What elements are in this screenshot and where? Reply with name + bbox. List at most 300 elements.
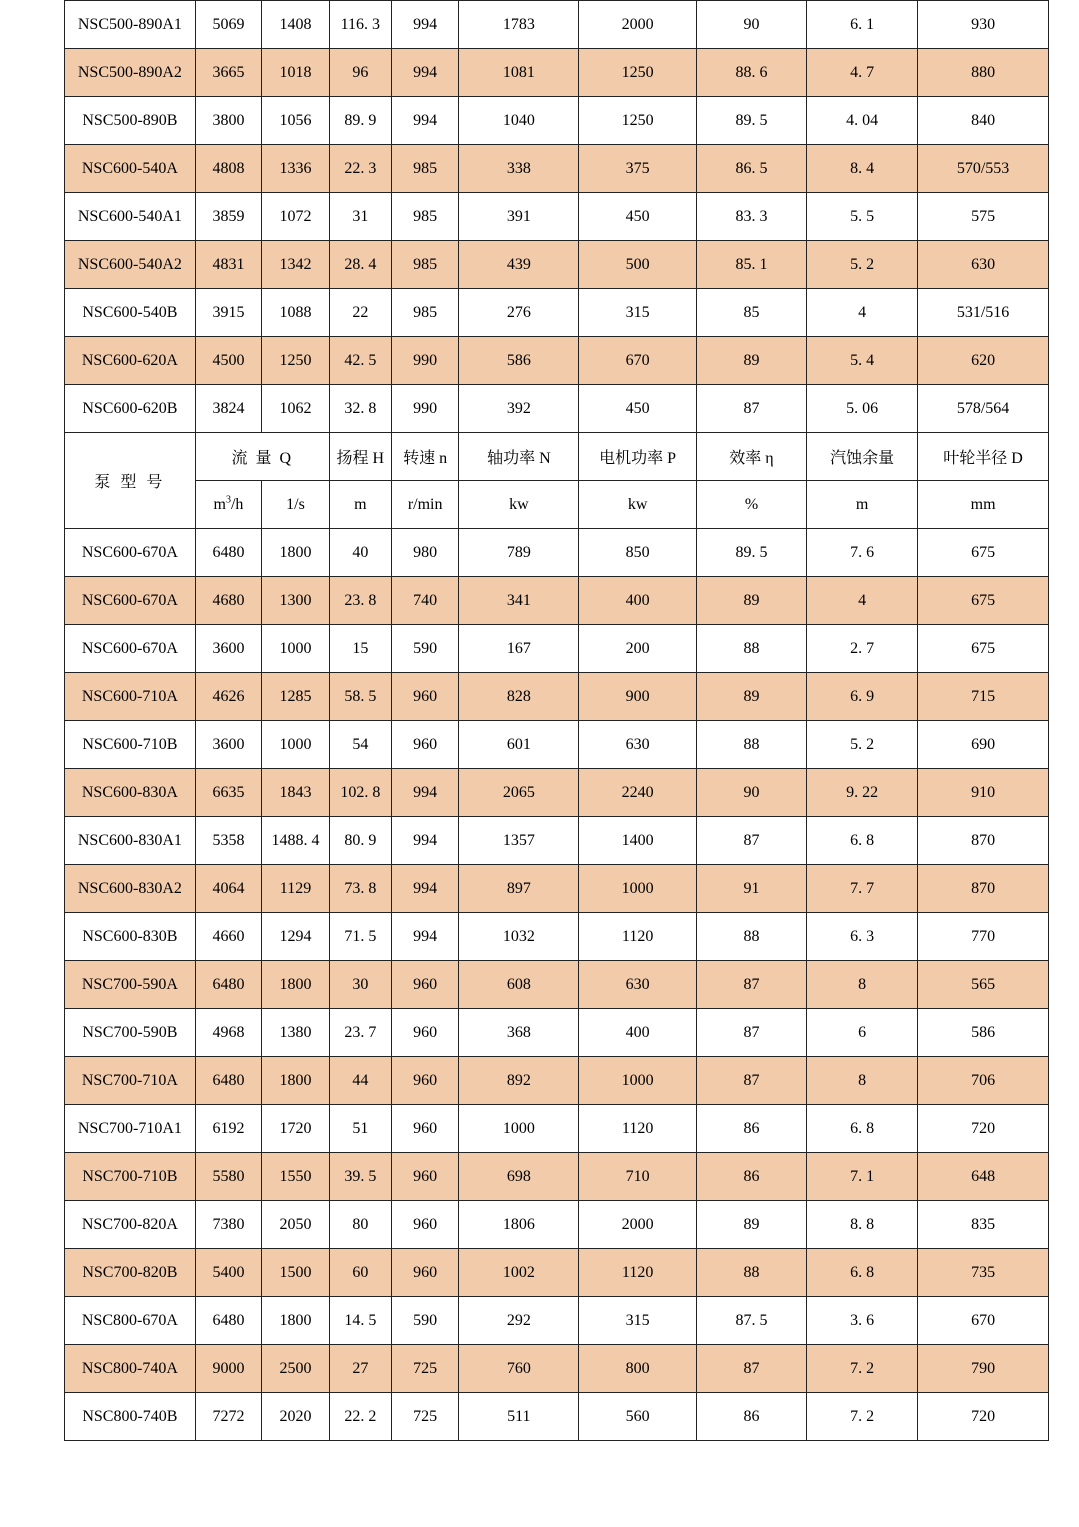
cell-motor-power: 315	[579, 289, 697, 337]
table-row	[65, 1249, 1049, 1297]
cell-pump-model: NSC600-540A2	[65, 241, 196, 289]
cell-npsh: 8. 8	[807, 1201, 918, 1249]
cell-efficiency: 89	[696, 1201, 806, 1249]
table-row	[65, 817, 1049, 865]
table-row	[65, 673, 1049, 721]
cell-npsh: 6. 8	[807, 817, 918, 865]
cell-head: 96	[329, 49, 391, 97]
cell-shaft-power: 338	[459, 145, 579, 193]
cell-impeller-radius: 715	[918, 673, 1049, 721]
cell-head: 58. 5	[329, 673, 391, 721]
cell-flow-m3h: 3600	[195, 625, 261, 673]
cell-motor-power: 500	[579, 241, 697, 289]
cell-flow-ls: 1300	[262, 577, 330, 625]
table-row	[65, 1, 1049, 49]
cell-motor-power: 630	[579, 961, 697, 1009]
unit-speed: r/min	[391, 481, 459, 529]
cell-flow-ls: 1800	[262, 961, 330, 1009]
table-body-top	[65, 1, 1049, 433]
cell-impeller-radius: 675	[918, 529, 1049, 577]
cell-shaft-power: 828	[459, 673, 579, 721]
cell-pump-model: NSC700-820A	[65, 1201, 196, 1249]
cell-npsh: 5. 06	[807, 385, 918, 433]
cell-speed: 960	[391, 1201, 459, 1249]
cell-npsh: 2. 7	[807, 625, 918, 673]
cell-impeller-radius: 575	[918, 193, 1049, 241]
cell-flow-ls: 1488. 4	[262, 817, 330, 865]
cell-head: 23. 8	[329, 577, 391, 625]
cell-flow-m3h: 6480	[195, 1057, 261, 1105]
cell-efficiency: 86	[696, 1393, 806, 1441]
cell-efficiency: 88	[696, 721, 806, 769]
cell-motor-power: 800	[579, 1345, 697, 1393]
cell-flow-m3h: 6480	[195, 1297, 261, 1345]
cell-motor-power: 450	[579, 193, 697, 241]
cell-speed: 985	[391, 193, 459, 241]
cell-impeller-radius: 586	[918, 1009, 1049, 1057]
cell-efficiency: 89	[696, 577, 806, 625]
cell-shaft-power: 1806	[459, 1201, 579, 1249]
cell-speed: 725	[391, 1393, 459, 1441]
table-row	[65, 769, 1049, 817]
cell-pump-model: NSC500-890A2	[65, 49, 196, 97]
cell-impeller-radius: 770	[918, 913, 1049, 961]
table-row	[65, 1297, 1049, 1345]
cell-motor-power: 1250	[579, 97, 697, 145]
cell-efficiency: 89	[696, 337, 806, 385]
cell-head: 116. 3	[329, 1, 391, 49]
cell-speed: 960	[391, 673, 459, 721]
table-row	[65, 865, 1049, 913]
cell-pump-model: NSC700-710A1	[65, 1105, 196, 1153]
unit-flow-ls: 1/s	[262, 481, 330, 529]
cell-npsh: 6. 9	[807, 673, 918, 721]
cell-shaft-power: 1002	[459, 1249, 579, 1297]
cell-npsh: 5. 2	[807, 241, 918, 289]
table-row	[65, 1153, 1049, 1201]
unit-flow-m3h: $m^3/h$	[195, 481, 261, 529]
cell-impeller-radius: 870	[918, 817, 1049, 865]
cell-shaft-power: 698	[459, 1153, 579, 1201]
cell-speed: 985	[391, 241, 459, 289]
cell-shaft-power: 391	[459, 193, 579, 241]
cell-flow-m3h: 3600	[195, 721, 261, 769]
cell-flow-m3h: 6480	[195, 961, 261, 1009]
cell-motor-power: 710	[579, 1153, 697, 1201]
cell-head: 60	[329, 1249, 391, 1297]
cell-impeller-radius: 835	[918, 1201, 1049, 1249]
header-motor-power: 电机功率 P	[579, 433, 697, 481]
cell-speed: 985	[391, 145, 459, 193]
cell-efficiency: 85. 1	[696, 241, 806, 289]
cell-flow-ls: 2050	[262, 1201, 330, 1249]
cell-head: 22. 2	[329, 1393, 391, 1441]
cell-npsh: 8. 4	[807, 145, 918, 193]
cell-head: 71. 5	[329, 913, 391, 961]
table-row	[65, 49, 1049, 97]
cell-pump-model: NSC600-540A1	[65, 193, 196, 241]
cell-efficiency: 86	[696, 1153, 806, 1201]
cell-flow-ls: 1000	[262, 625, 330, 673]
cell-pump-model: NSC700-590A	[65, 961, 196, 1009]
cell-pump-model: NSC800-670A	[65, 1297, 196, 1345]
cell-speed: 994	[391, 49, 459, 97]
cell-impeller-radius: 675	[918, 577, 1049, 625]
cell-pump-model: NSC600-830B	[65, 913, 196, 961]
cell-npsh: 7. 2	[807, 1345, 918, 1393]
cell-flow-ls: 1408	[262, 1, 330, 49]
cell-head: 15	[329, 625, 391, 673]
cell-speed: 990	[391, 385, 459, 433]
cell-npsh: 4	[807, 289, 918, 337]
unit-motor-power: kw	[579, 481, 697, 529]
cell-head: 80. 9	[329, 817, 391, 865]
cell-impeller-radius: 670	[918, 1297, 1049, 1345]
cell-flow-ls: 1342	[262, 241, 330, 289]
header-row-main	[65, 433, 1049, 481]
cell-speed: 994	[391, 769, 459, 817]
cell-npsh: 6. 3	[807, 913, 918, 961]
cell-pump-model: NSC600-670A	[65, 625, 196, 673]
pump-specification-table	[64, 0, 1049, 1441]
cell-motor-power: 375	[579, 145, 697, 193]
cell-npsh: 7. 2	[807, 1393, 918, 1441]
cell-efficiency: 87	[696, 817, 806, 865]
cell-flow-ls: 2020	[262, 1393, 330, 1441]
cell-flow-m3h: 6480	[195, 529, 261, 577]
cell-npsh: 5. 5	[807, 193, 918, 241]
header-npsh: 汽蚀余量	[807, 433, 918, 481]
cell-head: 54	[329, 721, 391, 769]
cell-motor-power: 450	[579, 385, 697, 433]
cell-flow-ls: 1800	[262, 1297, 330, 1345]
cell-flow-m3h: 6635	[195, 769, 261, 817]
cell-npsh: 6. 1	[807, 1, 918, 49]
cell-shaft-power: 586	[459, 337, 579, 385]
cell-flow-m3h: 4808	[195, 145, 261, 193]
cell-shaft-power: 511	[459, 1393, 579, 1441]
table-row	[65, 913, 1049, 961]
cell-npsh: 7. 6	[807, 529, 918, 577]
cell-speed: 590	[391, 1297, 459, 1345]
cell-pump-model: NSC800-740A	[65, 1345, 196, 1393]
unit-efficiency: %	[696, 481, 806, 529]
cell-motor-power: 1400	[579, 817, 697, 865]
cell-impeller-radius: 620	[918, 337, 1049, 385]
cell-pump-model: NSC500-890B	[65, 97, 196, 145]
cell-impeller-radius: 720	[918, 1105, 1049, 1153]
cell-shaft-power: 1081	[459, 49, 579, 97]
cell-flow-ls: 1294	[262, 913, 330, 961]
header-pump-model: 泵 型 号	[65, 433, 196, 529]
cell-npsh: 4. 7	[807, 49, 918, 97]
cell-shaft-power: 789	[459, 529, 579, 577]
cell-impeller-radius: 910	[918, 769, 1049, 817]
cell-shaft-power: 368	[459, 1009, 579, 1057]
cell-shaft-power: 292	[459, 1297, 579, 1345]
cell-pump-model: NSC700-820B	[65, 1249, 196, 1297]
cell-speed: 994	[391, 97, 459, 145]
cell-head: 22. 3	[329, 145, 391, 193]
table-row	[65, 577, 1049, 625]
cell-efficiency: 83. 3	[696, 193, 806, 241]
cell-head: 80	[329, 1201, 391, 1249]
table-row	[65, 1393, 1049, 1441]
cell-pump-model: NSC600-830A1	[65, 817, 196, 865]
cell-flow-m3h: 3824	[195, 385, 261, 433]
table-row	[65, 1345, 1049, 1393]
cell-flow-ls: 1056	[262, 97, 330, 145]
cell-motor-power: 1120	[579, 1249, 697, 1297]
cell-flow-m3h: 5069	[195, 1, 261, 49]
header-impeller-radius: 叶轮半径 D	[918, 433, 1049, 481]
cell-flow-m3h: 3915	[195, 289, 261, 337]
cell-impeller-radius: 570/553	[918, 145, 1049, 193]
unit-shaft-power: kw	[459, 481, 579, 529]
cell-efficiency: 87	[696, 385, 806, 433]
cell-flow-m3h: 6192	[195, 1105, 261, 1153]
cell-flow-m3h: 5400	[195, 1249, 261, 1297]
cell-motor-power: 2000	[579, 1201, 697, 1249]
cell-speed: 980	[391, 529, 459, 577]
cell-efficiency: 85	[696, 289, 806, 337]
cell-head: 22	[329, 289, 391, 337]
cell-speed: 590	[391, 625, 459, 673]
cell-flow-m3h: 4968	[195, 1009, 261, 1057]
cell-flow-m3h: 3800	[195, 97, 261, 145]
header-efficiency: 效率 η	[696, 433, 806, 481]
cell-flow-m3h: 7272	[195, 1393, 261, 1441]
cell-efficiency: 88	[696, 625, 806, 673]
cell-speed: 994	[391, 1, 459, 49]
cell-flow-m3h: 4660	[195, 913, 261, 961]
cell-head: 30	[329, 961, 391, 1009]
unit-head: m	[329, 481, 391, 529]
cell-flow-m3h: 4831	[195, 241, 261, 289]
cell-flow-m3h: 4064	[195, 865, 261, 913]
cell-npsh: 4. 04	[807, 97, 918, 145]
cell-shaft-power: 760	[459, 1345, 579, 1393]
cell-shaft-power: 608	[459, 961, 579, 1009]
cell-shaft-power: 1783	[459, 1, 579, 49]
cell-speed: 960	[391, 961, 459, 1009]
cell-flow-ls: 1000	[262, 721, 330, 769]
cell-flow-m3h: 5358	[195, 817, 261, 865]
cell-impeller-radius: 630	[918, 241, 1049, 289]
cell-npsh: 5. 2	[807, 721, 918, 769]
cell-efficiency: 90	[696, 1, 806, 49]
cell-pump-model: NSC600-540A	[65, 145, 196, 193]
table-row	[65, 1201, 1049, 1249]
cell-flow-m3h: 9000	[195, 1345, 261, 1393]
cell-flow-ls: 1018	[262, 49, 330, 97]
table-body-bottom	[65, 529, 1049, 1441]
cell-impeller-radius: 565	[918, 961, 1049, 1009]
cell-shaft-power: 167	[459, 625, 579, 673]
table-header-block	[65, 433, 1049, 529]
cell-motor-power: 200	[579, 625, 697, 673]
cell-efficiency: 86	[696, 1105, 806, 1153]
cell-speed: 994	[391, 913, 459, 961]
cell-flow-ls: 1550	[262, 1153, 330, 1201]
cell-speed: 960	[391, 1105, 459, 1153]
table-row	[65, 385, 1049, 433]
cell-motor-power: 315	[579, 1297, 697, 1345]
cell-flow-ls: 1380	[262, 1009, 330, 1057]
cell-efficiency: 87	[696, 1057, 806, 1105]
cell-head: 32. 8	[329, 385, 391, 433]
cell-head: 44	[329, 1057, 391, 1105]
cell-shaft-power: 341	[459, 577, 579, 625]
cell-motor-power: 2240	[579, 769, 697, 817]
table-row	[65, 529, 1049, 577]
cell-impeller-radius: 735	[918, 1249, 1049, 1297]
cell-npsh: 7. 1	[807, 1153, 918, 1201]
cell-shaft-power: 897	[459, 865, 579, 913]
cell-speed: 960	[391, 721, 459, 769]
cell-impeller-radius: 690	[918, 721, 1049, 769]
cell-motor-power: 400	[579, 577, 697, 625]
cell-motor-power: 1000	[579, 865, 697, 913]
table-row	[65, 337, 1049, 385]
header-head: 扬程 H	[329, 433, 391, 481]
table-row	[65, 1009, 1049, 1057]
cell-motor-power: 670	[579, 337, 697, 385]
cell-motor-power: 900	[579, 673, 697, 721]
cell-speed: 994	[391, 817, 459, 865]
cell-flow-ls: 1088	[262, 289, 330, 337]
cell-shaft-power: 892	[459, 1057, 579, 1105]
cell-shaft-power: 1032	[459, 913, 579, 961]
cell-flow-m3h: 4626	[195, 673, 261, 721]
cell-flow-ls: 1720	[262, 1105, 330, 1153]
cell-flow-ls: 1800	[262, 529, 330, 577]
cell-npsh: 6	[807, 1009, 918, 1057]
cell-impeller-radius: 531/516	[918, 289, 1049, 337]
cell-head: 89. 9	[329, 97, 391, 145]
table-row	[65, 97, 1049, 145]
cell-npsh: 5. 4	[807, 337, 918, 385]
cell-pump-model: NSC600-670A	[65, 529, 196, 577]
cell-efficiency: 91	[696, 865, 806, 913]
cell-motor-power: 400	[579, 1009, 697, 1057]
table-row	[65, 145, 1049, 193]
cell-impeller-radius: 930	[918, 1, 1049, 49]
cell-flow-m3h: 3665	[195, 49, 261, 97]
cell-npsh: 6. 8	[807, 1249, 918, 1297]
table-row	[65, 721, 1049, 769]
cell-shaft-power: 601	[459, 721, 579, 769]
cell-motor-power: 1000	[579, 1057, 697, 1105]
cell-pump-model: NSC800-740B	[65, 1393, 196, 1441]
cell-efficiency: 86. 5	[696, 145, 806, 193]
cell-efficiency: 89. 5	[696, 529, 806, 577]
cell-head: 23. 7	[329, 1009, 391, 1057]
cell-impeller-radius: 578/564	[918, 385, 1049, 433]
cell-pump-model: NSC600-540B	[65, 289, 196, 337]
cell-impeller-radius: 720	[918, 1393, 1049, 1441]
cell-speed: 960	[391, 1249, 459, 1297]
header-row-units	[65, 481, 1049, 529]
cell-shaft-power: 1000	[459, 1105, 579, 1153]
cell-efficiency: 88	[696, 913, 806, 961]
cell-flow-ls: 1336	[262, 145, 330, 193]
cell-pump-model: NSC700-710B	[65, 1153, 196, 1201]
cell-motor-power: 630	[579, 721, 697, 769]
cell-efficiency: 87	[696, 1345, 806, 1393]
table-row	[65, 1105, 1049, 1153]
cell-pump-model: NSC600-620A	[65, 337, 196, 385]
cell-speed: 960	[391, 1153, 459, 1201]
cell-shaft-power: 1357	[459, 817, 579, 865]
cell-impeller-radius: 675	[918, 625, 1049, 673]
cell-efficiency: 88. 6	[696, 49, 806, 97]
cell-motor-power: 1250	[579, 49, 697, 97]
cell-pump-model: NSC600-620B	[65, 385, 196, 433]
cell-head: 102. 8	[329, 769, 391, 817]
cell-efficiency: 89. 5	[696, 97, 806, 145]
cell-head: 51	[329, 1105, 391, 1153]
cell-flow-m3h: 5580	[195, 1153, 261, 1201]
cell-npsh: 8	[807, 961, 918, 1009]
unit-impeller-radius: mm	[918, 481, 1049, 529]
cell-head: 39. 5	[329, 1153, 391, 1201]
cell-flow-ls: 1500	[262, 1249, 330, 1297]
header-flow: 流 量 Q	[195, 433, 329, 481]
cell-shaft-power: 2065	[459, 769, 579, 817]
cell-speed: 985	[391, 289, 459, 337]
cell-flow-ls: 2500	[262, 1345, 330, 1393]
cell-head: 40	[329, 529, 391, 577]
cell-flow-ls: 1062	[262, 385, 330, 433]
cell-npsh: 9. 22	[807, 769, 918, 817]
cell-flow-ls: 1843	[262, 769, 330, 817]
cell-shaft-power: 392	[459, 385, 579, 433]
cell-flow-m3h: 7380	[195, 1201, 261, 1249]
cell-flow-m3h: 4680	[195, 577, 261, 625]
cell-speed: 740	[391, 577, 459, 625]
cell-motor-power: 850	[579, 529, 697, 577]
cell-head: 73. 8	[329, 865, 391, 913]
cell-shaft-power: 1040	[459, 97, 579, 145]
unit-npsh: m	[807, 481, 918, 529]
cell-impeller-radius: 870	[918, 865, 1049, 913]
cell-speed: 725	[391, 1345, 459, 1393]
cell-motor-power: 2000	[579, 1, 697, 49]
cell-shaft-power: 439	[459, 241, 579, 289]
cell-head: 31	[329, 193, 391, 241]
cell-efficiency: 87	[696, 961, 806, 1009]
cell-pump-model: NSC600-830A	[65, 769, 196, 817]
cell-head: 42. 5	[329, 337, 391, 385]
cell-efficiency: 88	[696, 1249, 806, 1297]
cell-impeller-radius: 706	[918, 1057, 1049, 1105]
cell-npsh: 7. 7	[807, 865, 918, 913]
cell-pump-model: NSC600-710A	[65, 673, 196, 721]
cell-flow-m3h: 4500	[195, 337, 261, 385]
header-shaft-power: 轴功率 N	[459, 433, 579, 481]
cell-npsh: 3. 6	[807, 1297, 918, 1345]
cell-pump-model: NSC600-830A2	[65, 865, 196, 913]
cell-speed: 960	[391, 1009, 459, 1057]
cell-speed: 994	[391, 865, 459, 913]
cell-motor-power: 1120	[579, 1105, 697, 1153]
cell-pump-model: NSC600-670A	[65, 577, 196, 625]
cell-speed: 960	[391, 1057, 459, 1105]
cell-head: 14. 5	[329, 1297, 391, 1345]
cell-impeller-radius: 840	[918, 97, 1049, 145]
cell-motor-power: 1120	[579, 913, 697, 961]
